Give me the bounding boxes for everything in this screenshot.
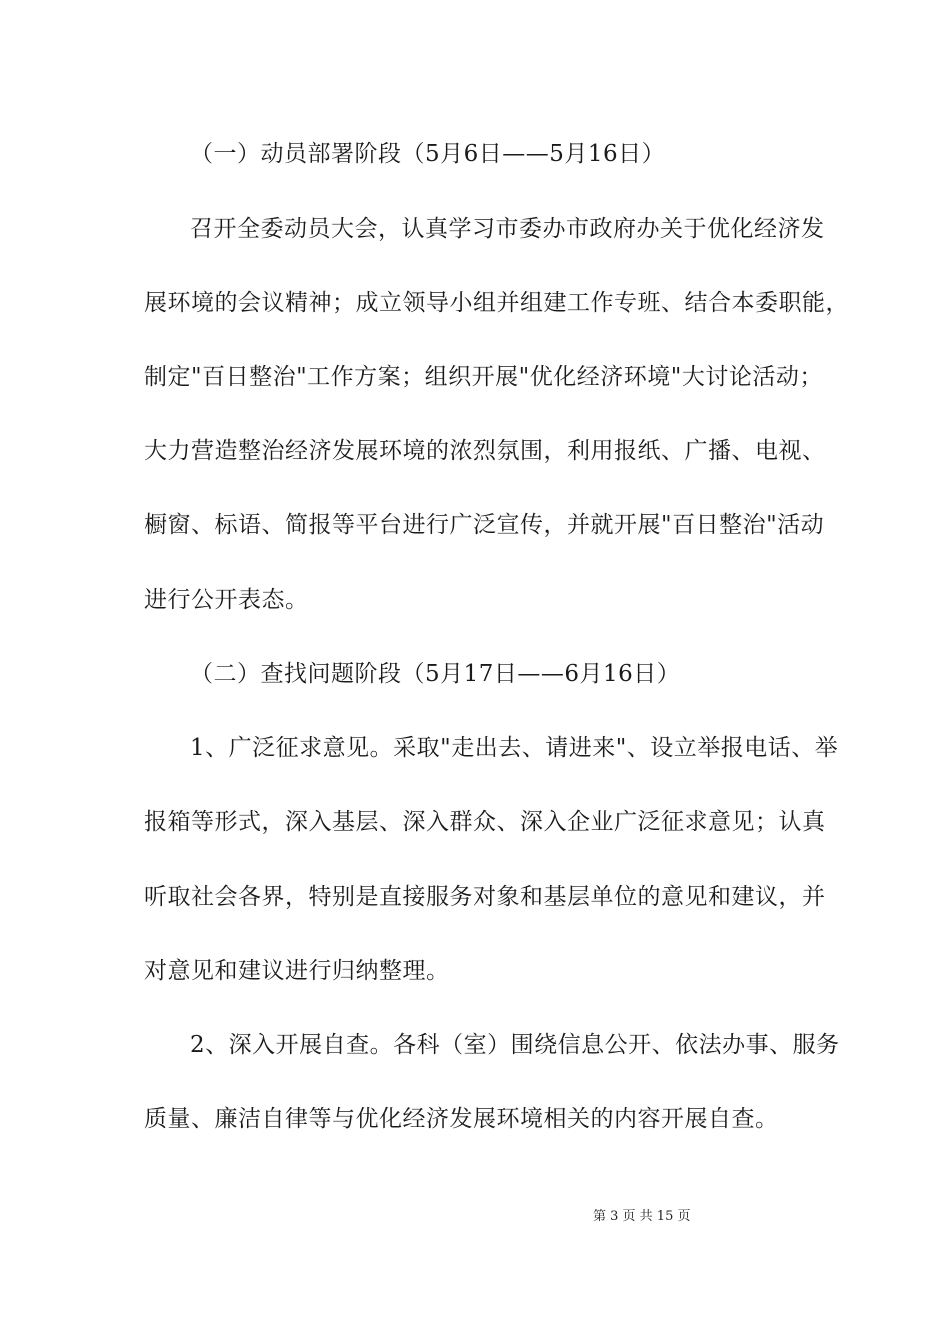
paragraph-line: 展环境的会议精神；成立领导小组并组建工作专班、结合本委职能， bbox=[144, 290, 849, 316]
section-heading-mobilization: （一）动员部署阶段（5月6日——5月16日） bbox=[190, 141, 666, 167]
paragraph-line: 听取社会各界，特别是直接服务对象和基层单位的意见和建议，并 bbox=[144, 884, 826, 910]
paragraph-line: 召开全委动员大会，认真学习市委办市政府办关于优化经济发 bbox=[190, 216, 825, 242]
paragraph-line: 制定"百日整治"工作方案；组织开展"优化经济环境"大讨论活动； bbox=[144, 364, 823, 390]
paragraph-line: 质量、廉洁自律等与优化经济发展环境相关的内容开展自查。 bbox=[144, 1106, 779, 1132]
paragraph-line: 橱窗、标语、简报等平台进行广泛宣传，并就开展"百日整治"活动 bbox=[144, 512, 825, 538]
page-number-footer: 第 3 页 共 15 页 bbox=[593, 1209, 691, 1224]
paragraph-line: 报箱等形式，深入基层、深入群众、深入企业广泛征求意见；认真 bbox=[144, 809, 826, 835]
section-heading-find-problems: （二）查找问题阶段（5月17日——6月16日） bbox=[190, 661, 681, 687]
paragraph-line: 大力营造整治经济发展环境的浓烈氛围，利用报纸、广播、电视、 bbox=[144, 438, 826, 464]
paragraph-line: 2、深入开展自查。各科（室）围绕信息公开、依法办事、服务 bbox=[190, 1032, 840, 1058]
paragraph-line: 进行公开表态。 bbox=[144, 587, 309, 613]
paragraph-line: 1、广泛征求意见。采取"走出去、请进来"、设立举报电话、举 bbox=[190, 735, 839, 761]
paragraph-line: 对意见和建议进行归纳整理。 bbox=[144, 958, 450, 984]
